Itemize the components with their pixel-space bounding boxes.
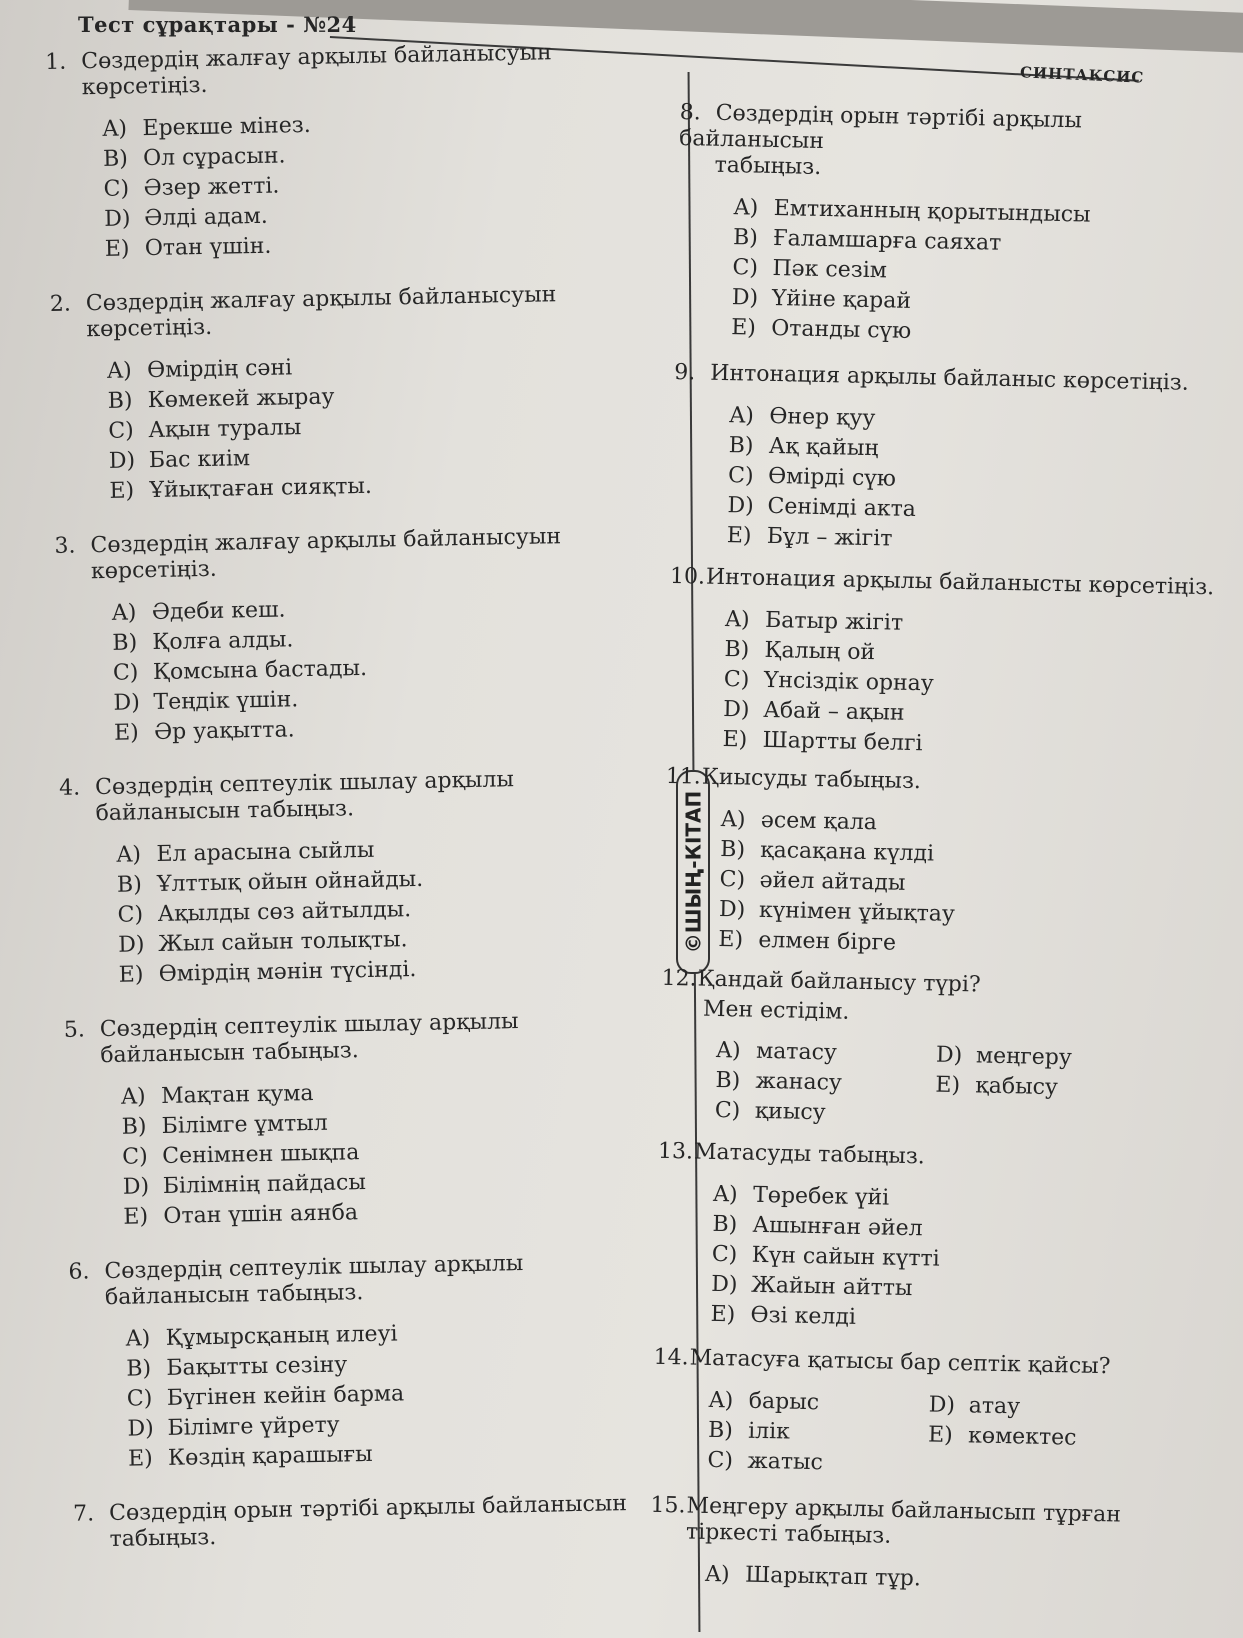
question-3 — [54, 522, 678, 750]
option-letter: D) — [727, 493, 755, 519]
option-text: Бақытты сезіну — [166, 1352, 348, 1381]
question-line: табыңыз. — [714, 152, 822, 180]
option-text: әсем қала — [760, 807, 878, 836]
option-text: Құмырсқаның илеуі — [165, 1321, 398, 1351]
question-9 — [671, 360, 1220, 561]
option-letter: B) — [112, 630, 138, 656]
option-text: Батыр жігіт — [764, 607, 904, 636]
question-indent — [69, 1304, 105, 1305]
option-text: барыс — [748, 1388, 820, 1416]
answer-option — [928, 1390, 1129, 1424]
option-letter: D) — [731, 285, 759, 311]
option-letter: C) — [714, 1097, 741, 1124]
question-line: Сөздердің жалғау арқылы байланысуын — [90, 524, 562, 559]
option-text: Бүгінен кейін барма — [166, 1381, 405, 1411]
option-letter: B) — [720, 837, 746, 863]
option-text: ілік — [747, 1418, 791, 1445]
question-number: 15. — [650, 1492, 686, 1519]
option-text: Отан үшін аянба — [163, 1200, 359, 1229]
question-1 — [45, 38, 669, 266]
question-line: Сөздердің септеулік шылау арқылы — [94, 767, 515, 801]
question-12 — [659, 966, 1207, 1136]
option-text: Отан үшін. — [144, 233, 272, 262]
option-text: қасақана күлді — [760, 837, 935, 867]
option-letter: B) — [121, 1114, 147, 1140]
question-indent — [679, 171, 715, 172]
option-letter: C) — [723, 667, 750, 693]
option-text: Ерекше мінез. — [142, 112, 311, 142]
option-text: Білімге үйрету — [167, 1412, 340, 1441]
question-number: 9. — [674, 359, 696, 386]
option-letter: C) — [707, 1447, 734, 1474]
answer-options — [722, 605, 1214, 765]
question-text — [670, 564, 1215, 601]
option-letter: E) — [109, 478, 135, 504]
question-indent — [74, 1546, 110, 1547]
question-line: байланысын табыңыз. — [95, 796, 355, 827]
answer-options — [727, 401, 1219, 561]
answer-option — [705, 1560, 1195, 1600]
answer-option — [716, 1036, 937, 1071]
option-letter: C) — [122, 1144, 148, 1170]
question-5 — [64, 1006, 688, 1234]
option-text: Білімге ұмтыл — [161, 1110, 328, 1139]
option-text: Ақын туралы — [148, 415, 302, 444]
option-letter: A) — [708, 1387, 734, 1414]
option-text: Өмірдің сәні — [146, 355, 293, 384]
option-letter: C) — [103, 176, 130, 202]
option-text: Үнсіздік орнау — [763, 667, 935, 697]
option-letter: E) — [123, 1204, 149, 1230]
question-15 — [649, 1493, 1196, 1600]
option-text: Сенімнен шықпа — [162, 1140, 360, 1169]
option-letter: B) — [715, 1067, 741, 1094]
option-letter: D) — [104, 206, 131, 232]
option-text: көмектес — [967, 1423, 1077, 1451]
option-letter: A) — [704, 1561, 730, 1588]
option-text: Емтиханның қорытындысы — [773, 195, 1091, 228]
question-line: Сөздердің жалғау арқылы байланысуын — [85, 282, 557, 317]
option-letter: A) — [715, 1037, 741, 1064]
answer-options — [731, 193, 1223, 353]
option-letter: C) — [711, 1241, 738, 1268]
question-2 — [50, 280, 674, 508]
option-text: Сенімді акта — [767, 493, 917, 523]
question-line: Интонация арқылы байланыс көрсетіңіз. — [710, 360, 1190, 396]
option-letter: B) — [712, 1211, 738, 1238]
question-4 — [59, 764, 683, 992]
question-indent — [650, 1538, 686, 1539]
question-line: Меңгеру арқылы байланысып тұрған — [686, 1493, 1122, 1528]
option-letter: C) — [112, 660, 139, 686]
option-letter: E) — [718, 926, 744, 953]
question-line: көрсетіңіз. — [90, 556, 218, 585]
option-text: Ел арасына сыйлы — [156, 837, 375, 868]
option-text: Өмірді сүю — [767, 463, 897, 492]
option-letter: D) — [718, 896, 746, 923]
option-text: Әзер жетті. — [143, 173, 280, 202]
option-text: Әдеби кеш. — [151, 597, 286, 626]
answer-option — [715, 1096, 936, 1131]
option-letter: E) — [730, 315, 757, 341]
option-letter: A) — [125, 1326, 151, 1352]
option-text: Теңдік үшін. — [153, 687, 299, 716]
option-letter: A) — [733, 195, 759, 221]
option-letter: A) — [111, 600, 137, 626]
option-text: Пәк сезім — [772, 255, 888, 284]
answer-option — [935, 1071, 1136, 1105]
option-text: Күн сайын күтті — [751, 1242, 940, 1272]
option-text: Отанды сүю — [770, 315, 912, 344]
option-text: жанасу — [755, 1068, 843, 1096]
option-letter: B) — [724, 637, 750, 663]
answer-option — [708, 1386, 929, 1421]
publisher-stamp-text: ©ШЫҢ-КІТАП — [681, 790, 705, 954]
question-indent — [64, 1062, 100, 1063]
option-text: Қалың ой — [764, 637, 876, 666]
question-line: Қиысуды табыңыз. — [701, 764, 922, 795]
question-line: Сөздердің орын тәртібі арқылы байланысын — [678, 100, 1083, 155]
option-letter: D) — [722, 697, 750, 723]
option-text: Өмірдің мәнін түсінді. — [158, 957, 417, 987]
question-8 — [675, 100, 1225, 353]
option-text: Ол сұрасын. — [142, 143, 286, 172]
option-letter: C) — [719, 867, 746, 893]
answer-options — [710, 1180, 1202, 1340]
option-letter: E) — [722, 727, 748, 753]
option-letter: E) — [935, 1072, 961, 1099]
option-letter: A) — [729, 403, 755, 429]
question-number: 5. — [63, 1017, 86, 1043]
option-text: күнімен ұйықтау — [758, 897, 956, 927]
answer-options — [715, 1036, 1206, 1136]
question-number: 12. — [661, 965, 697, 992]
option-text: Ғаламшарға саяхат — [772, 225, 1002, 256]
option-text: Ақылды сөз айтылды. — [157, 897, 412, 927]
answer-options — [116, 830, 683, 991]
option-letter: C) — [732, 255, 759, 281]
option-letter: D) — [113, 690, 141, 716]
question-text — [653, 1345, 1198, 1382]
question-number: 8. — [679, 100, 701, 126]
option-text: Көздің қарашығы — [167, 1441, 373, 1471]
option-text: Жайын айтты — [750, 1272, 913, 1302]
option-letter: B) — [107, 388, 133, 414]
option-text: Төребек үйі — [752, 1182, 890, 1211]
left-question-column — [45, 38, 694, 1554]
answer-options — [102, 104, 669, 265]
option-letter: A) — [712, 1181, 738, 1208]
option-letter: B) — [728, 433, 754, 459]
question-line: Қандай байланысу түрі? — [697, 966, 981, 998]
option-text: Бас киім — [148, 446, 251, 474]
option-text: Ұлттық ойын ойнайды. — [156, 866, 424, 898]
option-text: матасу — [755, 1038, 838, 1066]
option-text: Қомсына бастады. — [152, 655, 368, 686]
answer-options — [707, 1386, 1198, 1486]
option-letter: C) — [117, 902, 144, 928]
option-text: Білімнің пайдасы — [162, 1170, 367, 1199]
option-text: Шарықтап тұр. — [744, 1562, 922, 1592]
option-letter: A) — [102, 116, 128, 142]
option-text: қабысу — [975, 1073, 1059, 1101]
question-line: байланысын табыңыз. — [104, 1280, 364, 1311]
answer-options — [121, 1072, 688, 1233]
option-text: Бұл – жігіт — [766, 523, 893, 552]
answer-options — [107, 346, 674, 507]
option-text: атау — [968, 1393, 1021, 1420]
question-number: 3. — [54, 533, 76, 559]
option-text: Ұйықтаған сияқты. — [149, 473, 373, 504]
option-letter: E) — [927, 1422, 954, 1449]
option-letter: D) — [928, 1392, 956, 1419]
question-11 — [662, 764, 1211, 965]
question-number: 11. — [665, 763, 702, 790]
option-letter: B) — [116, 872, 143, 898]
question-line: Матасуға қатысы бар септік қайсы? — [689, 1345, 1111, 1380]
option-letter: D) — [935, 1042, 963, 1069]
answer-option — [936, 1041, 1137, 1075]
answer-option — [708, 1416, 929, 1451]
question-line: тіркесті табыңыз. — [685, 1519, 892, 1549]
answer-option — [928, 1420, 1129, 1454]
option-letter: A) — [106, 358, 132, 384]
option-letter: A) — [120, 1084, 146, 1110]
question-text — [658, 1139, 1203, 1176]
option-letter: E) — [710, 1301, 736, 1328]
question-indent — [51, 336, 87, 337]
answer-options — [125, 1314, 692, 1475]
option-letter: E) — [104, 236, 130, 262]
question-10 — [666, 564, 1215, 765]
answer-option — [715, 1066, 936, 1101]
answer-options — [705, 1560, 1195, 1600]
question-number: 14. — [653, 1344, 689, 1371]
question-indent — [60, 820, 96, 821]
option-text: елмен бірге — [758, 927, 897, 956]
option-letter: E) — [726, 523, 752, 549]
option-letter: C) — [126, 1386, 153, 1412]
option-text: Жыл сайын толықты. — [157, 927, 408, 957]
question-7 — [73, 1490, 694, 1554]
option-letter: A) — [724, 607, 750, 633]
option-letter: A) — [116, 842, 142, 868]
question-line: Сөздердің жалғау арқылы байланысуын — [80, 40, 552, 75]
question-line: байланысын табыңыз. — [100, 1038, 359, 1069]
question-line: Матасуды табыңыз. — [693, 1139, 926, 1170]
question-line: табыңыз. — [109, 1524, 217, 1553]
option-text: Қолға алды. — [152, 627, 294, 656]
question-number: 7. — [72, 1501, 95, 1527]
option-letter: D) — [108, 448, 136, 474]
option-text: Ақ қайың — [768, 433, 879, 462]
option-text: Әр уақытта. — [153, 717, 295, 746]
question-number: 10. — [669, 563, 706, 590]
option-letter: B) — [732, 225, 759, 251]
option-letter: D) — [127, 1416, 154, 1442]
question-text — [666, 764, 1211, 801]
option-text: Көмекей жырау — [147, 384, 335, 414]
question-text — [674, 360, 1219, 397]
option-letter: E) — [127, 1446, 153, 1472]
option-text: әйел айтады — [759, 867, 906, 896]
question-14 — [651, 1345, 1199, 1486]
option-letter: C) — [108, 418, 134, 444]
question-indent — [55, 578, 91, 579]
option-letter: B) — [707, 1417, 734, 1444]
option-letter: E) — [118, 962, 144, 988]
option-letter: D) — [122, 1174, 150, 1200]
option-text: Ашынған әйел — [752, 1212, 923, 1242]
option-text: меңгеру — [975, 1043, 1073, 1071]
answer-options — [112, 588, 679, 749]
question-number: 13. — [657, 1138, 694, 1165]
option-letter: A) — [720, 807, 746, 833]
option-letter: E) — [113, 720, 140, 746]
question-number: 6. — [68, 1259, 90, 1285]
option-text: Үйіне қарай — [771, 285, 912, 314]
question-line: Интонация арқылы байланысты көрсетіңіз. — [705, 564, 1215, 601]
question-line: Сөздердің септеулік шылау арқылы — [104, 1251, 524, 1285]
question-number: 1. — [45, 49, 67, 75]
question-number: 2. — [49, 291, 72, 317]
option-text: қиысу — [754, 1098, 826, 1126]
option-letter: D) — [117, 932, 145, 958]
question-line: Сөздердің орын тәртібі арқылы байланысын — [108, 1491, 628, 1527]
right-question-column — [649, 100, 1225, 1600]
option-text: Мақтан қума — [160, 1081, 314, 1109]
option-text: Әлді адам. — [144, 203, 268, 232]
answer-options — [718, 805, 1210, 965]
option-text: жатыс — [747, 1448, 824, 1476]
question-line: Сөздердің септеулік шылау арқылы — [99, 1009, 519, 1043]
option-letter: D) — [710, 1271, 738, 1298]
option-text: Абай – ақын — [762, 697, 905, 726]
option-text: Шартты белгі — [762, 727, 923, 757]
question-6 — [68, 1248, 692, 1476]
question-indent — [46, 94, 82, 95]
option-letter: B) — [126, 1356, 152, 1382]
question-13 — [654, 1139, 1203, 1340]
option-letter: B) — [102, 146, 129, 172]
answer-option — [707, 1446, 928, 1481]
question-subline: Мен естідім. — [702, 996, 850, 1025]
option-text: Өзі келді — [750, 1302, 857, 1330]
question-line: көрсетіңіз. — [81, 72, 208, 101]
topic-label: СИНТАКСИС — [1019, 63, 1145, 87]
question-number: 4. — [58, 775, 81, 801]
option-text: Өнер қуу — [769, 403, 876, 432]
question-line: көрсетіңіз. — [86, 314, 213, 343]
page-title: Тест сұрақтары - №24 — [78, 12, 357, 37]
option-letter: C) — [727, 463, 754, 489]
